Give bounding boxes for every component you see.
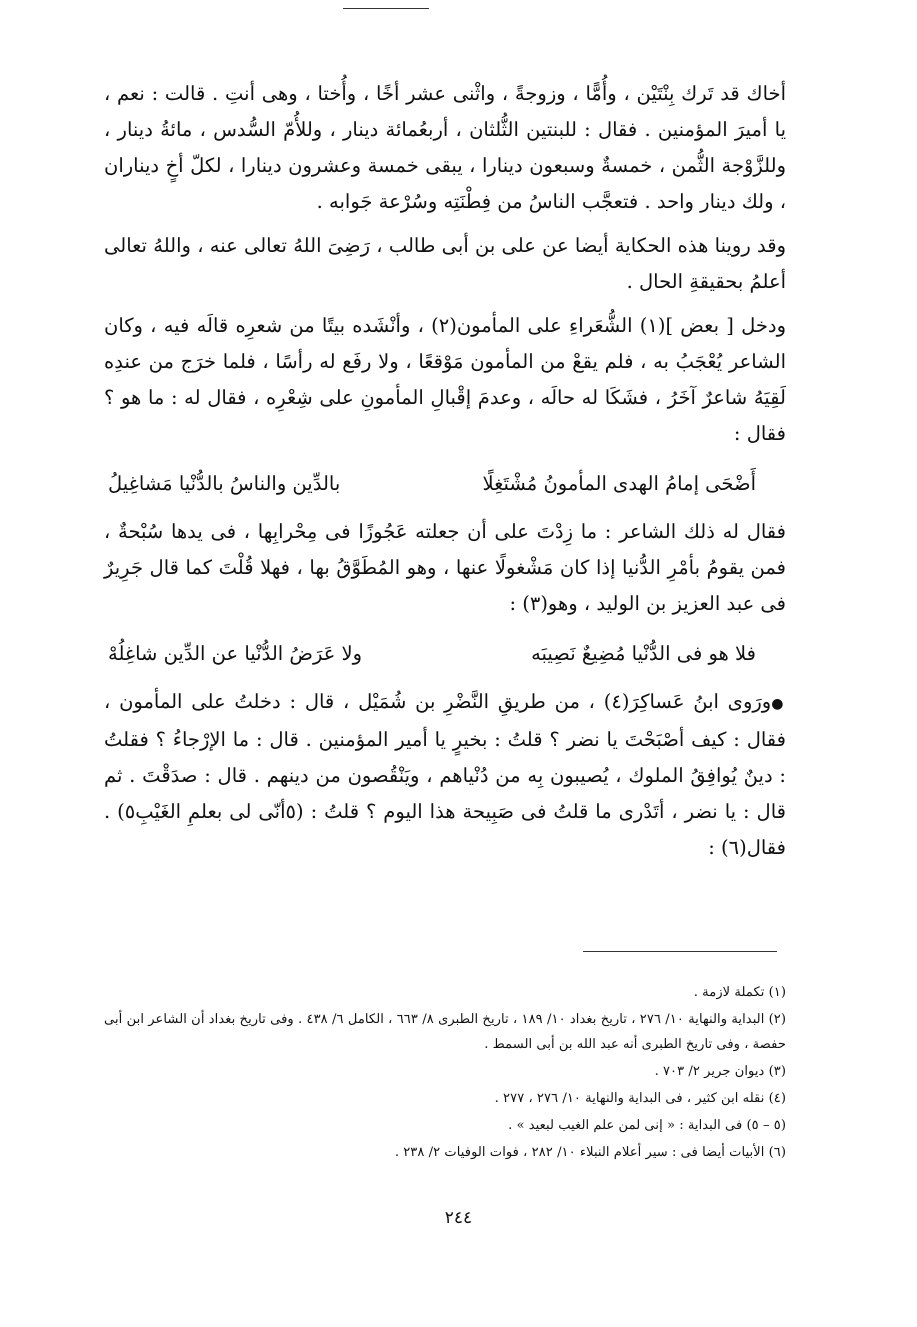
verse-1-second-hemistich: بالدِّين والناسُ بالدُّنْيا مَشاغِيلُ xyxy=(108,472,341,495)
footnote-6: (٦) الأبيات أيضا فى : سير أعلام النبلاء ١٠/ ٢٨٢ ، فوات الوفيات ٢/ ٢٣٨ . xyxy=(394,1145,786,1160)
bullet-marker: ● xyxy=(771,696,786,712)
paragraph-1: أخاك قد تَرك بِنْتَيْن ، وأُمًّا ، وزوجةً ، واثْنى عشر أخًا ، وأُختا ، وهى أنتِ . قالت : نعم ، يا أميرَ المؤمنين . فقال : للبنتين الثُّلثان ، أربعُمائة دينار ، وللأُمّ السُّدس ، مائةُ دينار ، وللزَّوْجة الثُّمن ، خمسةٌ وسبعون دينارا ، يبقى خمسة وعشرون دينارا ، لكلّ أخٍ ديناران ، ولك دينار واحد . فتعجَّب الناسُ من فِطْنَتِه وسُرْعة جَوابه . xyxy=(104,82,786,213)
footnote-1: (١) تكملة لازمة . xyxy=(693,985,786,1000)
verse-2 xyxy=(108,636,756,672)
verse-2-second-hemistich: ولا عَرَضُ الدُّنْيا عن الدِّين شاغِلُهْ xyxy=(108,642,363,665)
paragraph-5 xyxy=(104,684,786,866)
verse-2-first-hemistich: فلا هو فى الدُّنْيا مُضِيعٌ نَصِيبَه xyxy=(531,642,756,665)
footnotes xyxy=(104,980,786,1167)
page-number: ٢٤٤ xyxy=(444,1208,473,1228)
footnote-5: (٥ – ٥) فى البداية : « إنى لمن علم الغيب لبعيد » . xyxy=(508,1118,786,1133)
main-text xyxy=(104,76,786,874)
verse-1-first-hemistich: أَضْحَى إمامُ الهدى المأمونُ مُشْتَغِلًا xyxy=(482,472,756,495)
footnote-3: (٣) ديوان جرير ٢/ ٧٠٣ . xyxy=(654,1064,786,1079)
paragraph-2: وقد روينا هذه الحكاية أيضا عن على بن أبى طالب ، رَضِىَ اللهُ تعالى عنه ، واللهُ تعالى أعلمُ بحقيقةِ الحال . xyxy=(104,234,786,293)
paragraph-4: فقال له ذلك الشاعر : ما زِدْتَ على أن جعلته عَجُوزًا فى مِحْرابِها ، فى يدها سُبْحةٌ ، فمن يقومُ بأمْرِ الدُّنيا إذا كان مَشْغولًا عنها ، وهو المُطَوَّقُ بها ، فهلا قُلْتَ كما قال جَرِيرٌ فى عبد العزيز بن الوليد ، وهو(٣) : xyxy=(104,520,786,615)
verse-1 xyxy=(108,466,756,502)
header-rule xyxy=(343,8,429,9)
footnote-rule xyxy=(583,951,777,952)
paragraph-3: ودخل [ بعض ](١) الشُّعَراءِ على المأمون(٢) ، وأنْشَده بيتًا من شعرِه قالَه فيه ، وكان الشاعر يُعْجَبُ به ، فلم يقعْ من المأمون مَوْقعًا ، ولا رفَع له رأسًا ، فلما خرَج من عندِه لَقِيَهُ شاعرٌ آخَرُ ، فشَكَا له حالَه ، وعدمَ إقْبالِ المأمونِ على شِعْرِه ، فقال له : ما هو ؟ فقال : xyxy=(104,314,786,445)
footnote-4: (٤) نقله ابن كثير ، فى البداية والنهاية ١٠/ ٢٧٦ ، ٢٧٧ . xyxy=(494,1091,786,1106)
paragraph-5-text: ورَوى ابنُ عَساكِرَ(٤) ، من طريقِ النَّضْرِ بن شُمَيْل ، قال : دخلتُ على المأمون ، فقال : كيف أصْبَحْتَ يا نضر ؟ قلتُ : بخيرٍ يا أمير المؤمنين . قال : ما الإرْجاءُ ؟ فقلتُ : دينٌ يُوافِقُ الملوك ، يُصيبون بِه من دُنْياهم ، ويَنْقُصون من دينهم . قال : صدَقْتَ . ثم قال : يا نضر ، أتَدْرى ما قلتُ فى صَبِيحة هذا اليوم ؟ قلتُ : (٥أنّى لى بعلمِ الغَيْبِ٥) . فقال(٦) : xyxy=(104,690,786,859)
footnote-2: (٢) البداية والنهاية ١٠/ ٢٧٦ ، تاريخ بغداد ١٠/ ١٨٩ ، تاريخ الطبرى ٨/ ٦٦٣ ، الكامل ٦/ ٤٣٨ . وفى تاريخ بغداد أن الشاعر ابن أبى حفصة ، وفى تاريخ الطبرى أنه عبد الله بن أبى السمط . xyxy=(104,1012,787,1052)
